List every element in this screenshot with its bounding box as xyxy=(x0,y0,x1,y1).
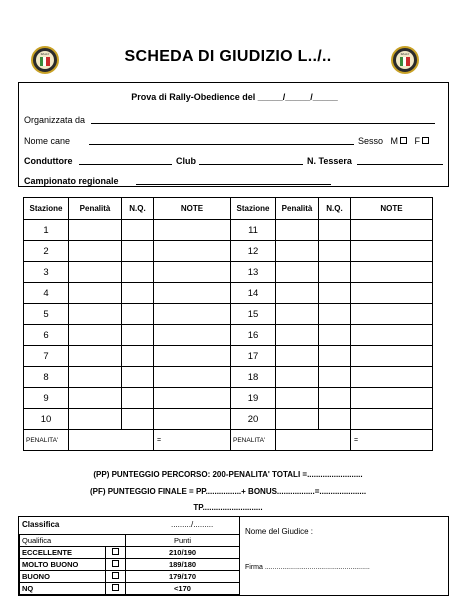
prova-line: Prova di Rally-Obedience del _____/_____/_____ xyxy=(131,92,338,102)
organizzata-label: Organizzata da xyxy=(24,115,86,125)
note-cell[interactable] xyxy=(351,304,433,325)
nq-cell[interactable] xyxy=(319,262,351,283)
station-number: 6 xyxy=(24,325,69,346)
penalty-total-cell[interactable] xyxy=(69,430,154,451)
nq-cell[interactable] xyxy=(319,346,351,367)
qualifica-points: 189/180 xyxy=(126,559,240,571)
station-number: 15 xyxy=(231,304,276,325)
qualifica-checkbox[interactable] xyxy=(106,559,126,571)
firma-field[interactable]: Firma ...................................................... xyxy=(245,564,370,571)
club-label: Club xyxy=(176,156,196,166)
organizzata-field[interactable] xyxy=(91,123,435,124)
penalty-total-label: PENALITA' xyxy=(24,430,69,451)
station-number: 7 xyxy=(24,346,69,367)
penalty-cell[interactable] xyxy=(69,325,122,346)
note-cell[interactable] xyxy=(351,241,433,262)
col-punti: Punti xyxy=(126,535,240,547)
penalty-cell[interactable] xyxy=(69,241,122,262)
qualifica-points: 210/190 xyxy=(126,547,240,559)
nq-cell[interactable] xyxy=(122,262,154,283)
table-row xyxy=(20,571,240,583)
conduttore-label: Conduttore xyxy=(24,156,73,166)
stations-table xyxy=(23,197,433,451)
tessera-label: N. Tessera xyxy=(307,156,352,166)
penalty-total-row xyxy=(24,430,433,451)
table-header-row xyxy=(24,198,433,220)
station-number: 13 xyxy=(231,262,276,283)
note-cell[interactable] xyxy=(154,346,231,367)
note-cell[interactable] xyxy=(351,388,433,409)
nq-cell[interactable] xyxy=(319,388,351,409)
classifica-value[interactable]: ........./......... xyxy=(171,520,214,529)
station-number: 1 xyxy=(24,220,69,241)
penalty-total-equals[interactable]: = xyxy=(351,430,433,451)
giudice-label: Nome del Giudice : xyxy=(245,527,314,536)
table-row xyxy=(24,325,433,346)
col-stazione: Stazione xyxy=(231,198,276,220)
tp-formula: TP........................... xyxy=(193,503,263,512)
note-cell[interactable] xyxy=(351,262,433,283)
qualifica-points: <170 xyxy=(126,583,240,595)
pf-formula: (PF) PUNTEGGIO FINALE = PP................+ BONUS.................=..................... xyxy=(89,487,367,496)
penalty-cell[interactable] xyxy=(276,304,319,325)
qualifica-checkbox[interactable] xyxy=(106,583,126,595)
penalty-cell[interactable] xyxy=(69,409,122,430)
penalty-cell[interactable] xyxy=(69,220,122,241)
nq-cell[interactable] xyxy=(122,409,154,430)
nq-cell[interactable] xyxy=(319,241,351,262)
col-penalita: Penalità xyxy=(69,198,122,220)
qualifica-checkbox[interactable] xyxy=(106,571,126,583)
campionato-label: Campionato regionale xyxy=(24,176,119,186)
conduttore-field[interactable] xyxy=(79,164,172,165)
penalty-cell[interactable] xyxy=(276,262,319,283)
station-number: 5 xyxy=(24,304,69,325)
qualifica-name: MOLTO BUONO xyxy=(20,559,106,571)
col-nq: N.Q. xyxy=(122,198,154,220)
nome-cane-field[interactable] xyxy=(89,144,354,145)
sesso-f-checkbox[interactable] xyxy=(422,137,429,144)
penalty-cell[interactable] xyxy=(69,388,122,409)
penalty-cell[interactable] xyxy=(276,346,319,367)
station-number: 8 xyxy=(24,367,69,388)
nq-cell[interactable] xyxy=(122,304,154,325)
nq-cell[interactable] xyxy=(122,388,154,409)
qualifica-name: NQ xyxy=(20,583,106,595)
table-row xyxy=(20,547,240,559)
penalty-total-cell[interactable] xyxy=(276,430,351,451)
note-cell[interactable] xyxy=(154,262,231,283)
table-row xyxy=(20,583,240,595)
svg-text:RALLY: RALLY xyxy=(40,52,50,56)
note-cell[interactable] xyxy=(154,304,231,325)
penalty-total-equals[interactable]: = xyxy=(154,430,231,451)
table-row xyxy=(20,559,240,571)
nq-cell[interactable] xyxy=(319,220,351,241)
qualifica-header-row xyxy=(20,535,240,547)
nq-cell[interactable] xyxy=(122,367,154,388)
station-number: 17 xyxy=(231,346,276,367)
qualifica-name: ECCELLENTE xyxy=(20,547,106,559)
col-qualifica: Qualifica xyxy=(20,535,126,547)
table-row xyxy=(24,409,433,430)
station-number: 10 xyxy=(24,409,69,430)
qualifica-points: 179/170 xyxy=(126,571,240,583)
penalty-cell[interactable] xyxy=(276,388,319,409)
station-number: 3 xyxy=(24,262,69,283)
nq-cell[interactable] xyxy=(122,241,154,262)
table-row xyxy=(24,241,433,262)
penalty-cell[interactable] xyxy=(276,325,319,346)
campionato-field[interactable] xyxy=(136,184,331,185)
penalty-cell[interactable] xyxy=(276,367,319,388)
station-number: 14 xyxy=(231,283,276,304)
nome-cane-label: Nome cane xyxy=(24,136,71,146)
station-number: 4 xyxy=(24,283,69,304)
col-note: NOTE xyxy=(154,198,231,220)
station-number: 18 xyxy=(231,367,276,388)
table-row xyxy=(24,262,433,283)
station-number: 19 xyxy=(231,388,276,409)
table-row xyxy=(24,283,433,304)
nq-cell[interactable] xyxy=(319,283,351,304)
note-cell[interactable] xyxy=(351,325,433,346)
nq-cell[interactable] xyxy=(319,304,351,325)
table-row xyxy=(24,346,433,367)
penalty-cell[interactable] xyxy=(69,346,122,367)
pp-formula: (PP) PUNTEGGIO PERCORSO: 200-PENALITA' TOTALI =......................... xyxy=(93,470,363,479)
note-cell[interactable] xyxy=(154,220,231,241)
station-number: 16 xyxy=(231,325,276,346)
col-note: NOTE xyxy=(351,198,433,220)
nq-cell[interactable] xyxy=(122,325,154,346)
nq-cell[interactable] xyxy=(319,367,351,388)
nq-cell[interactable] xyxy=(122,220,154,241)
note-cell[interactable] xyxy=(154,409,231,430)
qualifica-name: BUONO xyxy=(20,571,106,583)
col-nq: N.Q. xyxy=(319,198,351,220)
result-box xyxy=(18,516,449,596)
classifica-label: Classifica xyxy=(22,520,60,529)
sesso-m-checkbox[interactable] xyxy=(400,137,407,144)
station-number: 9 xyxy=(24,388,69,409)
tessera-field[interactable] xyxy=(357,164,443,165)
col-penalita: Penalità xyxy=(276,198,319,220)
penalty-cell[interactable] xyxy=(276,220,319,241)
info-box xyxy=(18,82,449,187)
penalty-cell[interactable] xyxy=(276,283,319,304)
nq-cell[interactable] xyxy=(122,346,154,367)
nq-cell[interactable] xyxy=(319,325,351,346)
penalty-cell[interactable] xyxy=(69,262,122,283)
penalty-cell[interactable] xyxy=(276,241,319,262)
club-field[interactable] xyxy=(199,164,303,165)
qualifica-table xyxy=(19,534,240,595)
note-cell[interactable] xyxy=(351,283,433,304)
note-cell[interactable] xyxy=(154,325,231,346)
note-cell[interactable] xyxy=(351,220,433,241)
sesso-label: Sesso M F xyxy=(358,136,429,146)
note-cell[interactable] xyxy=(154,241,231,262)
note-cell[interactable] xyxy=(351,367,433,388)
penalty-total-label: PENALITA' xyxy=(231,430,276,451)
station-number: 20 xyxy=(231,409,276,430)
penalty-cell[interactable] xyxy=(69,283,122,304)
penalty-cell[interactable] xyxy=(276,409,319,430)
note-cell[interactable] xyxy=(154,367,231,388)
table-row xyxy=(24,388,433,409)
nq-cell[interactable] xyxy=(319,409,351,430)
station-number: 12 xyxy=(231,241,276,262)
table-row xyxy=(24,304,433,325)
table-row xyxy=(24,367,433,388)
qualifica-checkbox[interactable] xyxy=(106,547,126,559)
note-cell[interactable] xyxy=(154,388,231,409)
station-number: 11 xyxy=(231,220,276,241)
note-cell[interactable] xyxy=(351,409,433,430)
nq-cell[interactable] xyxy=(122,283,154,304)
note-cell[interactable] xyxy=(154,283,231,304)
penalty-cell[interactable] xyxy=(69,304,122,325)
page-title: SCHEDA DI GIUDIZIO L../.. xyxy=(124,48,332,65)
station-number: 2 xyxy=(24,241,69,262)
svg-text:RALLY: RALLY xyxy=(400,52,410,56)
penalty-cell[interactable] xyxy=(69,367,122,388)
note-cell[interactable] xyxy=(351,346,433,367)
table-row xyxy=(24,220,433,241)
col-stazione: Stazione xyxy=(24,198,69,220)
